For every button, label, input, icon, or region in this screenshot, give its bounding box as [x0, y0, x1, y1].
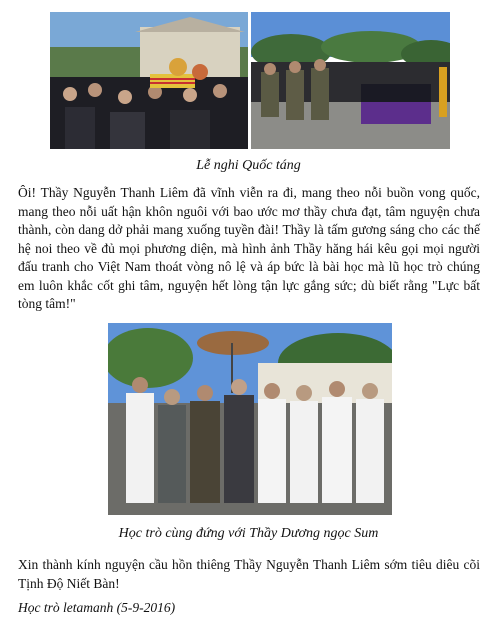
top-photo-row — [50, 12, 450, 149]
group-photo — [108, 323, 392, 515]
tribute-paragraph: Ôi! Thầy Nguyễn Thanh Liêm đã vĩnh viễn ra đi, mang theo nỗi buồn vong quốc, mang theo nỗi uất hận khôn nguôi với bao ước mơ thầy chưa đạt, tâm nguyện chưa thành, còn dang dở phải mang xuống tuyền đài! Thầy là tấm gương sáng cho các thế hệ noi theo về đủ mọi phương diện, mà hình ảnh Thầy hăng hái kêu gọi mọi người đấu tranh cho Việt Nam thoát vòng nô lệ và áp bức là bài học mà lũ học trò chúng em luôn khắc cốt ghi tâm, nguyện hết lòng tận lực gắng sức; dù biết rằng "Lực bất tòng tâm!" — [18, 185, 480, 311]
caption-state-funeral: Lễ nghi Quốc táng — [196, 158, 301, 173]
signature: Học trò letamanh (5-9-2016) — [18, 600, 176, 615]
caption-group-photo: Học trò cùng đứng với Thầy Dương ngọc Sum — [118, 526, 379, 541]
honor-guard-casket-photo — [251, 12, 450, 149]
funeral-ceremony-photo — [50, 12, 248, 149]
prayer-paragraph: Xin thành kính nguyện cầu hồn thiêng Thầy Nguyễn Thanh Liêm sớm tiêu diêu cõi Tịnh Độ Niết Bàn! — [18, 557, 480, 591]
